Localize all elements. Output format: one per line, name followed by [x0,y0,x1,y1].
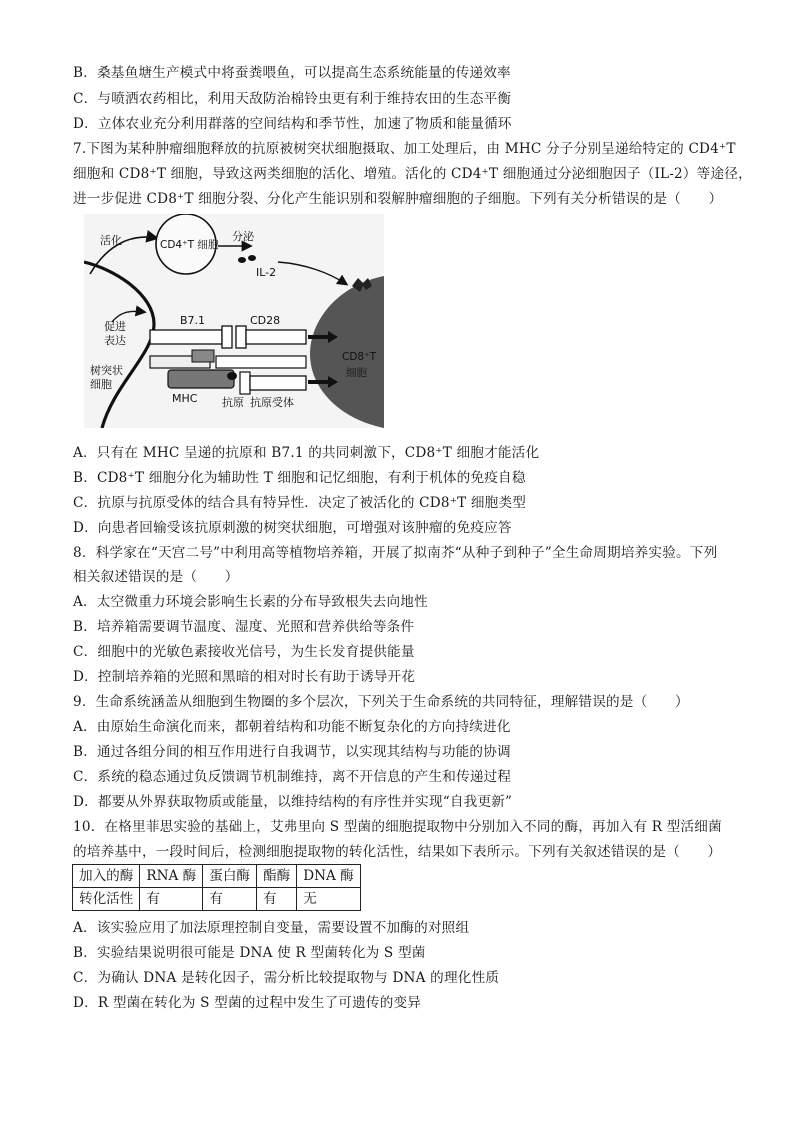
table-cell: 酯酶 [257,865,297,888]
q8-stem-line-2: 相关叙述错误的是（ ） [73,569,239,585]
q7-stem-line-3: 进一步促进 CD8⁺T 细胞分裂、分化产生能识别和裂解肿瘤细胞的子细胞。下列有关分析错误的是（ ） [73,191,723,207]
label-mhc: MHC [172,392,198,405]
label-express: 表达 [104,334,126,347]
q7-stem-line-1: 7.下图为某种肿瘤细胞释放的抗原被树突状细胞摄取、加工处理后，由 MHC 分子分别呈递给特定的 CD4⁺T [73,141,736,157]
label-antigen-receptor: 抗原受体 [250,396,294,409]
table-row [73,888,361,911]
label-antigen: 抗原 [222,396,244,409]
immune-diagram [84,214,384,428]
label-cd28: CD28 [250,314,281,327]
q7-option-c: C．抗原与抗原受体的结合具有特异性．决定了被活化的 CD8⁺T 细胞类型 [73,495,527,511]
table-cell: 有 [203,888,257,911]
antigen-dot [227,372,237,380]
q10-option-b: B．实验结果说明很可能是 DNA 使 R 型菌转化为 S 型菌 [73,945,426,961]
label-cd4: CD4⁺T 细胞 [160,239,219,251]
q9-option-c: C．系统的稳态通过负反馈调节机制维持，离不开信息的产生和传递过程 [73,769,512,785]
label-dc-2: 细胞 [90,378,112,391]
table-cell: 无 [297,888,361,911]
label-b71: B7.1 [180,314,206,327]
label-activate: 活化 [100,234,122,247]
label-il2: IL-2 [256,266,277,279]
q9-option-a: A．由原始生命演化而来，都朝着结构和功能不断复杂化的方向持续进化 [73,719,511,735]
table-cell: 有 [140,888,203,911]
label-cd8-1: CD8⁺T [342,351,377,363]
table-cell: DNA 酶 [297,865,361,888]
table-header-row [73,865,361,888]
mhc-molecule [168,370,234,388]
q6-option-b: B．桑基鱼塘生产模式中将蚕粪喂鱼，可以提高生态系统能量的传递效率 [73,65,511,81]
q7-stem-line-2: 细胞和 CD8⁺T 细胞，导致这两类细胞的活化、增殖。活化的 CD4⁺T 细胞通过分泌细胞因子（IL-2）等途径， [73,166,752,182]
cd28-molecule [246,330,306,344]
table-cell: 转化活性 [73,888,140,911]
table-cell: RNA 酶 [140,865,203,888]
q9-option-d: D．都要从外界获取物质或能量，以维持结构的有序性并实现“自我更新” [73,794,513,810]
q7-option-b: B．CD8⁺T 细胞分化为辅助性 T 细胞和记忆细胞，有利于机体的免疫自稳 [73,470,526,486]
q10-option-c: C．为确认 DNA 是转化因子，需分析比较提取物与 DNA 的理化性质 [73,970,500,986]
q10-option-a: A．该实验应用了加法原理控制自变量，需要设置不加酶的对照组 [73,920,470,936]
table-cell: 加入的酶 [73,865,140,888]
q10-option-d: D．R 型菌在转化为 S 型菌的过程中发生了可遗传的变异 [73,995,422,1011]
label-secrete: 分泌 [232,230,254,243]
q9-stem: 9．生命系统涵盖从细胞到生物圈的多个层次，下列关于生命系统的共同特征，理解错误的是（ ） [73,694,689,710]
table-cell: 有 [257,888,297,911]
q6-option-c: C．与喷洒农药相比，利用天敌防治棉铃虫更有利于维持农田的生态平衡 [73,91,512,107]
q9-option-b: B．通过各组分间的相互作用进行自我调节，以实现其结构与功能的协调 [73,744,511,760]
table-cell: 蛋白酶 [203,865,257,888]
label-cd8-2: 细胞 [346,367,367,379]
q8-option-c: C．细胞中的光敏色素接收光信号，为生长发育提供能量 [73,644,415,660]
label-promote: 促进 [104,320,126,333]
q10-stem-line-2: 的培养基中，一段时间后，检测细胞提取物的转化活性，结果如下表所示。下列有关叙述错误的是（ ） [73,844,722,860]
q7-option-d: D．向患者回输受该抗原刺激的树突状细胞，可增强对该肿瘤的免疫应答 [73,520,512,536]
q10-stem-line-1: 10．在格里菲思实验的基础上，艾弗里向 S 型菌的细胞提取物中分别加入不同的酶，再加入有 R 型活细菌 [73,819,722,835]
enzyme-results-table [72,864,361,911]
q8-stem-line-1: 8．科学家在“天宫二号”中利用高等植物培养箱，开展了拟南芥“从种子到种子”全生命周期培养实验。下列 [73,545,718,561]
b71-molecule [150,330,222,344]
antigen-receptor [250,376,306,390]
label-dc-1: 树突状 [90,364,123,377]
q8-option-b: B．培养箱需要调节温度、湿度、光照和营养供给等条件 [73,619,415,635]
q6-option-d: D．立体农业充分利用群落的空间结构和季节性，加速了物质和能量循环 [73,116,512,132]
q8-option-a: A．太空微重力环境会影响生长素的分布导致根失去向地性 [73,594,428,610]
q7-option-a: A．只有在 MHC 呈递的抗原和 B7.1 的共同刺激下，CD8⁺T 细胞才能活化 [73,445,540,461]
q8-option-d: D．控制培养箱的光照和黑暗的相对时长有助于诱导开花 [73,669,416,685]
